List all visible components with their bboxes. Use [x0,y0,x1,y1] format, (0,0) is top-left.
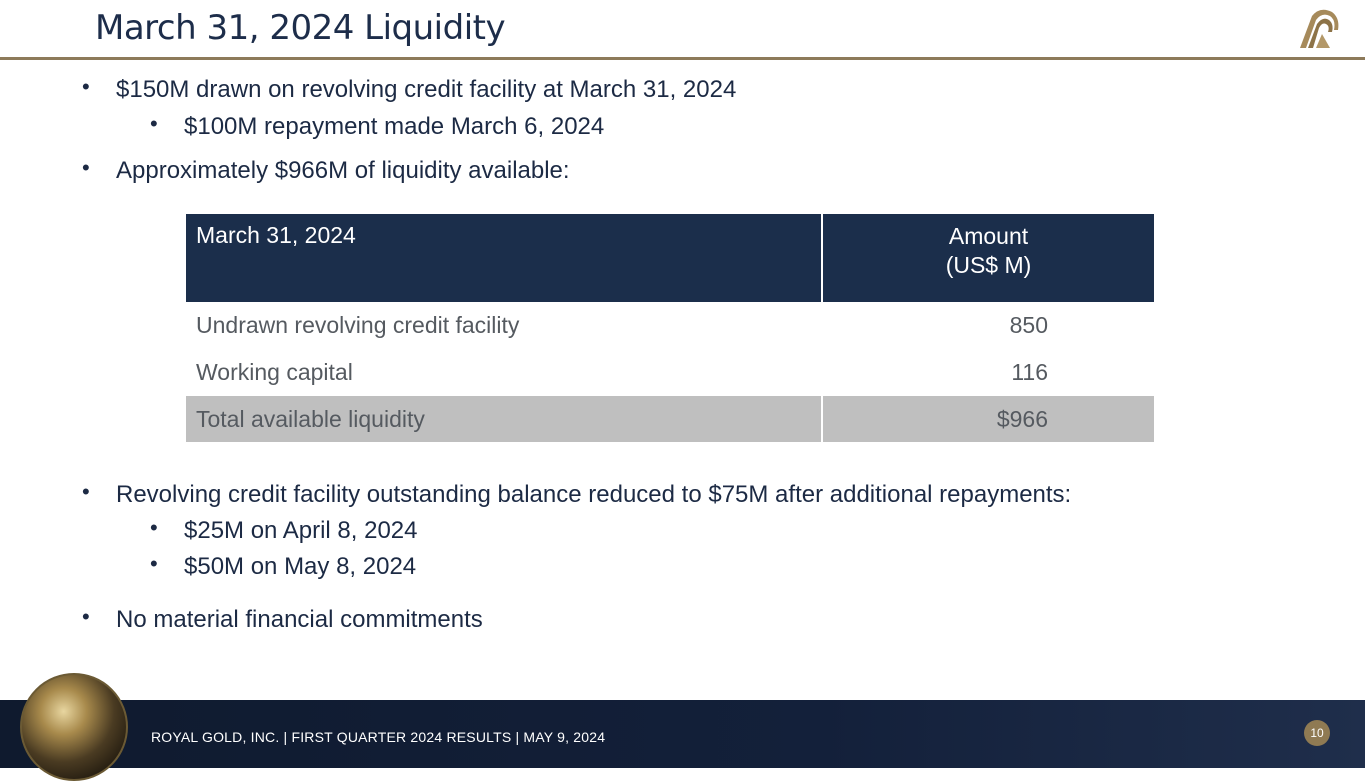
bullet-dot: • [82,479,90,504]
page-title: March 31, 2024 Liquidity [95,8,506,48]
row-value: 850 [1009,312,1048,338]
bullet-text: $50M on May 8, 2024 [184,553,417,580]
row-value: $966 [822,396,1154,442]
row-label: Undrawn revolving credit facility [196,312,520,338]
footer-text: ROYAL GOLD, INC. | FIRST QUARTER 2024 RESULTS | MAY 9, 2024 [151,729,606,745]
title-divider [0,57,1365,60]
table-header-row [186,214,1154,302]
bullet-dot: • [82,604,90,629]
amount-header-line1: Amount [948,223,1029,249]
table-header-amount [822,214,1154,302]
row-value: 116 [1011,359,1048,385]
sub-bullet-may [150,551,417,581]
gold-bars-photo-icon [20,673,128,781]
sub-bullet-repayment [150,111,605,141]
bullet-dot: • [150,551,158,576]
sub-bullet-april [150,515,418,545]
bullet-text: No material financial commitments [116,606,483,633]
bullet-text: $150M drawn on revolving credit facility at March 31, 2024 [116,76,737,103]
amount-header-line2: (US$ M) [945,252,1032,278]
table-header-date: March 31, 2024 [186,214,822,302]
row-label: Total available liquidity [186,396,822,442]
bullet-credit-drawn [82,74,737,104]
bullet-text: Approximately $966M of liquidity available: [116,157,570,184]
bullet-no-commitments [82,604,483,634]
royal-gold-logo-icon [1298,8,1342,50]
row-label: Working capital [196,359,353,385]
bullet-dot: • [82,74,90,99]
bullet-text: Revolving credit facility outstanding balance reduced to $75M after additional repayments: [116,481,1072,508]
bullet-text: $25M on April 8, 2024 [184,517,418,544]
bullet-dot: • [150,111,158,136]
bullet-text: $100M repayment made March 6, 2024 [184,113,605,140]
table-row [186,302,1154,349]
bullet-dot: • [150,515,158,540]
footer-bar [0,700,1365,768]
liquidity-table [186,214,1154,442]
bullet-balance-reduced [82,479,1072,509]
bullet-liquidity-available [82,155,570,185]
page-number-badge: 10 [1304,720,1330,746]
bullet-dot: • [82,155,90,180]
table-row [186,349,1154,396]
table-total-row [186,396,1154,442]
